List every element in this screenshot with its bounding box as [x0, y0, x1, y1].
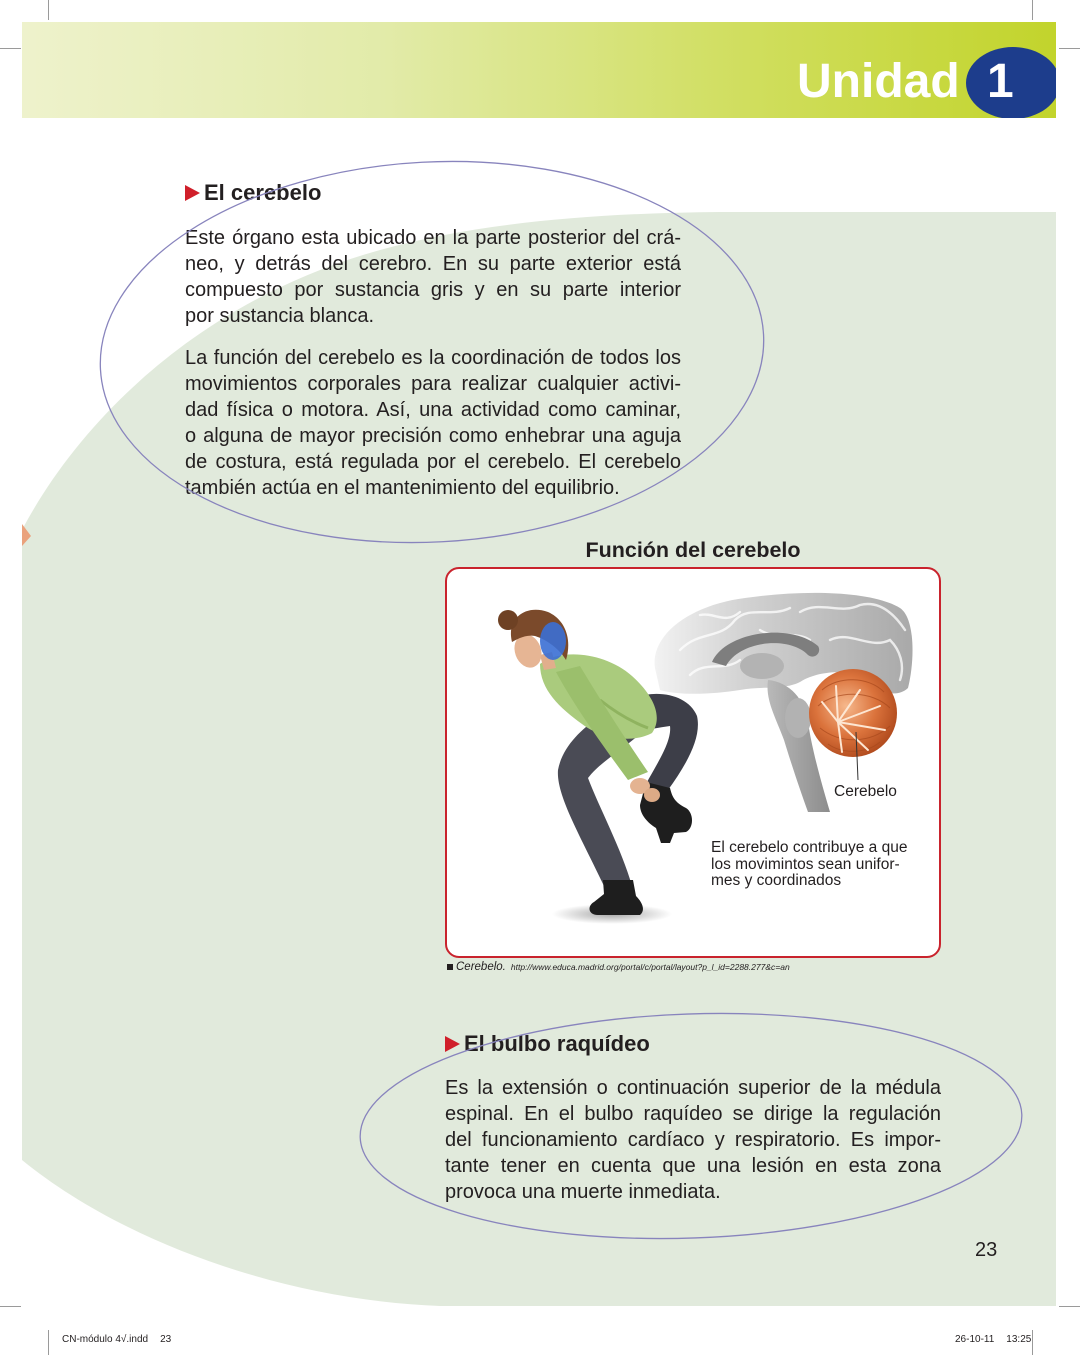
text-line: del funcionamiento cardíaco y respiratorio. Es impor-	[445, 1129, 941, 1151]
figure-caption	[447, 961, 790, 973]
cerebellum-illustration	[447, 569, 939, 956]
text-line: movimientos corporales para realizar cualquier activi-	[185, 373, 681, 395]
file-name: CN-módulo 4√.indd	[62, 1334, 149, 1345]
cerebellum	[809, 669, 897, 757]
text-line: de costura, está regulada por el cerebelo. El cerebelo	[185, 451, 681, 473]
cerebelo-label: Cerebelo	[834, 783, 897, 800]
unit-title: Unidad	[797, 55, 960, 108]
text-line: o alguna de mayor precisión como enhebrar una aguja	[185, 425, 681, 447]
figure-frame	[445, 567, 941, 958]
triangle-bullet-icon	[185, 185, 200, 201]
text-line: también actúa en el mantenimiento del equilibrio.	[185, 477, 620, 499]
description-line: El cerebelo contribuye a que	[711, 839, 908, 856]
crop-mark	[1032, 1330, 1033, 1355]
crop-mark	[1059, 48, 1080, 49]
text-line: espinal. En el bulbo raquídeo se dirige la regulación	[445, 1103, 941, 1125]
paragraph-cerebelo-location	[185, 225, 681, 329]
text-line: Este órgano esta ubicado en la parte posterior del crá-	[185, 227, 681, 249]
crop-mark	[48, 1330, 49, 1355]
heading-text: El bulbo raquídeo	[464, 1031, 650, 1056]
file-page: 23	[160, 1334, 172, 1345]
section-heading-cerebelo	[185, 180, 321, 206]
standing-boot	[589, 880, 642, 915]
text-line: por sustancia blanca.	[185, 305, 375, 327]
crop-mark	[0, 1306, 21, 1307]
unit-banner	[22, 22, 1056, 118]
print-slug-file	[62, 1334, 171, 1346]
text-line: tante tener en cuenta que una lesión en esta zona	[445, 1155, 941, 1177]
figure-description	[711, 840, 907, 890]
text-line: Es la extensión o continuación superior de la médula	[445, 1077, 941, 1099]
thalamus	[740, 653, 784, 679]
crop-mark	[1059, 1306, 1080, 1307]
caption-title: Cerebelo.	[456, 961, 506, 973]
page-number: 23	[975, 1239, 998, 1261]
pons	[785, 698, 811, 738]
description-line: mes y coordinados	[711, 872, 842, 889]
brain-sagittal	[655, 593, 913, 812]
caption-url: http://www.educa.madrid.org/portal/c/portal/layout?p_l_id=2288.277&c=an	[510, 962, 790, 972]
print-slug-date	[955, 1334, 1031, 1346]
triangle-bullet-icon	[445, 1036, 460, 1052]
heading-text: El cerebelo	[204, 180, 322, 205]
text-line: provoca una muerte inmediata.	[445, 1181, 721, 1203]
crop-mark	[48, 0, 49, 20]
text-line: La función del cerebelo es la coordinación de todos los	[185, 347, 681, 369]
crop-mark	[1032, 0, 1033, 20]
crop-mark	[0, 48, 21, 49]
print-time: 13:25	[1006, 1334, 1032, 1345]
section-heading-bulbo	[445, 1031, 650, 1057]
description-line: los movimintos sean unifor-	[711, 855, 900, 873]
standing-leg	[558, 718, 642, 886]
square-bullet-icon	[447, 964, 453, 970]
figure-title: Función del cerebelo	[585, 538, 801, 562]
paragraph-bulbo	[445, 1075, 941, 1205]
print-date: 26-10-11	[955, 1334, 995, 1345]
text-line: neo, y detrás del cerebro. En su parte exterior está	[185, 253, 681, 275]
text-line: dad física o motora. Así, una actividad como caminar,	[185, 399, 681, 421]
text-line: compuesto por sustancia gris y en su parte interior	[185, 279, 681, 301]
paragraph-cerebelo-function	[185, 345, 681, 501]
hair-bun	[498, 610, 518, 630]
cerebellum-highlight	[540, 622, 566, 660]
unit-number: 1	[987, 55, 1014, 108]
hand	[644, 788, 660, 802]
